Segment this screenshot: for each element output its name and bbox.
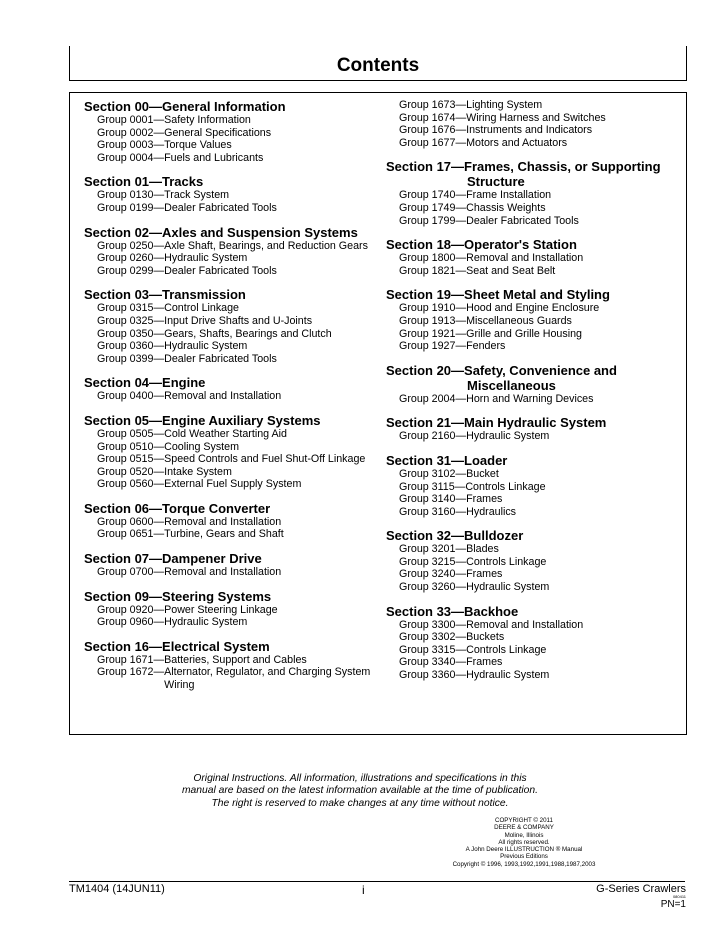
toc-section xyxy=(386,604,678,682)
group-dash: — xyxy=(153,427,165,440)
group-number: Group 3360 xyxy=(399,669,456,682)
group-number: Group 3260 xyxy=(399,581,456,594)
group-title: Dealer Fabricated Tools xyxy=(164,201,277,214)
group-title: Speed Controls and Fuel Shut-Off Linkage xyxy=(164,453,366,466)
group-number: Group 3201 xyxy=(399,543,456,556)
group-dash: — xyxy=(455,656,467,669)
group-title: Frame Installation xyxy=(466,189,552,202)
group-entry[interactable] xyxy=(399,656,678,669)
group-entry[interactable] xyxy=(399,581,678,594)
publication-notice xyxy=(120,773,600,810)
group-entry[interactable] xyxy=(399,112,678,125)
group-title: Cooling System xyxy=(164,440,239,453)
group-title: Dealer Fabricated Tools xyxy=(164,264,277,277)
group-entry[interactable] xyxy=(97,616,374,629)
section-heading[interactable]: Section 03—Transmission xyxy=(84,287,246,303)
group-title: Seat and Seat Belt xyxy=(466,264,556,277)
group-dash: — xyxy=(455,505,467,518)
group-title: Cold Weather Starting Aid xyxy=(164,427,287,440)
toc-section xyxy=(386,415,678,443)
group-number: Group 1673 xyxy=(399,99,456,111)
toc-section xyxy=(84,589,374,629)
group-entry[interactable] xyxy=(97,466,374,479)
group-entry[interactable] xyxy=(97,202,374,215)
group-number: Group 1799 xyxy=(399,214,456,227)
group-entry[interactable] xyxy=(399,631,678,644)
toc-section xyxy=(386,528,678,593)
group-entry[interactable] xyxy=(399,328,678,341)
section-heading[interactable]: Section 18—Operator's Station xyxy=(386,237,577,253)
section-heading[interactable]: Section 01—Tracks xyxy=(84,174,204,190)
group-title: Frames xyxy=(466,568,503,581)
group-entry[interactable] xyxy=(97,328,374,341)
group-dash: — xyxy=(455,555,467,568)
section-heading[interactable]: Section 20—Safety, Convenience and Miscellaneous xyxy=(386,362,617,393)
contents-box xyxy=(69,92,687,735)
toc-section xyxy=(84,287,374,365)
section-heading[interactable]: Section 00—General Information xyxy=(84,99,286,114)
group-dash: — xyxy=(455,467,467,480)
group-dash: — xyxy=(455,340,467,353)
group-title: Dealer Fabricated Tools xyxy=(466,214,579,227)
group-entry[interactable] xyxy=(97,302,374,315)
group-entry[interactable] xyxy=(399,568,678,581)
toc-section xyxy=(386,363,678,406)
toc-section xyxy=(84,99,374,164)
group-title: Controls Linkage xyxy=(466,643,547,656)
group-dash: — xyxy=(455,314,467,327)
group-entry[interactable] xyxy=(399,493,678,506)
group-number: Group 0325 xyxy=(97,314,154,327)
group-dash: — xyxy=(455,568,467,581)
group-entry[interactable] xyxy=(399,543,678,556)
group-title: Fenders xyxy=(466,340,506,353)
section-heading[interactable]: Section 21—Main Hydraulic System xyxy=(386,415,607,431)
section-heading[interactable]: Section 33—Backhoe xyxy=(386,603,519,619)
group-dash: — xyxy=(153,465,165,478)
group-number: Group 0920 xyxy=(97,603,154,616)
group-number: Group 0510 xyxy=(97,440,154,453)
group-title: Wiring Harness and Switches xyxy=(466,111,606,124)
group-dash: — xyxy=(153,314,165,327)
copyright-line: Copyright © 1996, 1993,1992,1991,1988,1987,2003 xyxy=(452,860,596,868)
group-title: Removal and Installation xyxy=(164,515,282,528)
group-dash: — xyxy=(455,392,467,405)
group-dash: — xyxy=(153,139,165,152)
group-title: Batteries, Support and Cables xyxy=(164,653,307,666)
toc-right-column xyxy=(386,99,678,692)
group-number: Group 0299 xyxy=(97,264,154,277)
group-dash: — xyxy=(455,124,467,137)
group-number: Group 3240 xyxy=(399,568,456,581)
group-number: Group 0399 xyxy=(97,352,154,365)
group-dash: — xyxy=(153,515,165,528)
group-entry[interactable] xyxy=(399,468,678,481)
toc-section xyxy=(84,639,374,692)
group-dash: — xyxy=(455,618,467,631)
group-dash: — xyxy=(153,126,165,139)
toc-left-column xyxy=(84,99,374,702)
group-entry[interactable] xyxy=(97,604,374,617)
group-dash: — xyxy=(153,327,165,340)
group-dash: — xyxy=(153,114,165,126)
group-title: General Specifications xyxy=(164,126,272,139)
group-dash: — xyxy=(455,302,467,315)
group-title: Removal and Installation xyxy=(466,618,584,631)
group-title: Hydraulics xyxy=(466,505,517,518)
group-dash: — xyxy=(455,669,467,682)
group-number: Group 1749 xyxy=(399,201,456,214)
group-title: Safety Information xyxy=(164,114,251,126)
group-title: External Fuel Supply System xyxy=(164,478,302,491)
group-dash: — xyxy=(153,603,165,616)
group-dash: — xyxy=(153,189,165,202)
group-entry[interactable] xyxy=(399,506,678,519)
notice-line: manual are based on the latest information available at the time of publication. xyxy=(181,785,539,797)
group-dash: — xyxy=(153,151,165,164)
group-entry[interactable] xyxy=(97,240,374,253)
group-entry[interactable] xyxy=(399,215,678,228)
section-heading[interactable]: Section 04—Engine xyxy=(84,375,206,391)
toc-section xyxy=(84,225,374,278)
group-dash: — xyxy=(153,453,165,466)
group-number: Group 0520 xyxy=(97,465,154,478)
group-entry[interactable] xyxy=(97,340,374,353)
group-title: Hydraulic System xyxy=(466,430,550,443)
group-number: Group 1671 xyxy=(97,653,154,666)
group-dash: — xyxy=(455,581,467,594)
section-heading[interactable]: Section 06—Torque Converter xyxy=(84,500,271,516)
group-dash: — xyxy=(455,201,467,214)
group-dash: — xyxy=(153,302,165,315)
group-number: Group 1910 xyxy=(399,302,456,315)
group-number: Group 1800 xyxy=(399,252,456,265)
footer-product: G-Series Crawlers xyxy=(596,883,686,895)
group-entry[interactable] xyxy=(97,453,374,466)
footer-rule xyxy=(69,881,685,882)
group-dash: — xyxy=(455,543,467,556)
group-entry[interactable] xyxy=(97,390,374,403)
group-dash: — xyxy=(455,99,467,111)
group-number: Group 1821 xyxy=(399,264,456,277)
group-number: Group 0260 xyxy=(97,252,154,265)
group-dash: — xyxy=(153,616,165,629)
group-entry[interactable] xyxy=(97,315,374,328)
section-heading[interactable]: Section 19—Sheet Metal and Styling xyxy=(386,287,610,303)
group-number: Group 3160 xyxy=(399,505,456,518)
group-number: Group 0250 xyxy=(97,239,154,252)
group-number: Group 3315 xyxy=(399,643,456,656)
group-entry[interactable] xyxy=(97,152,374,165)
group-dash: — xyxy=(455,264,467,277)
group-entry[interactable] xyxy=(97,478,374,491)
group-dash: — xyxy=(153,239,165,252)
group-dash: — xyxy=(455,631,467,644)
group-number: Group 0960 xyxy=(97,616,154,629)
group-dash: — xyxy=(153,264,165,277)
group-number: Group 0600 xyxy=(97,515,154,528)
group-entry[interactable] xyxy=(97,353,374,366)
group-dash: — xyxy=(153,201,165,214)
toc-section xyxy=(386,237,678,277)
group-dash: — xyxy=(455,189,467,202)
group-entry[interactable] xyxy=(97,666,374,691)
group-entry[interactable] xyxy=(399,302,678,315)
footer-pn: PN=1 xyxy=(660,899,686,910)
group-entry[interactable] xyxy=(399,556,678,569)
group-entry[interactable] xyxy=(97,252,374,265)
group-number: Group 1921 xyxy=(399,327,456,340)
group-title: Alternator, Regulator, and Charging System Wiring xyxy=(164,666,371,692)
group-number: Group 3302 xyxy=(399,631,456,644)
group-title: Controls Linkage xyxy=(466,555,547,568)
group-title: Hydraulic System xyxy=(164,616,248,629)
group-title: Input Drive Shafts and U-Joints xyxy=(164,314,313,327)
group-title: Hydraulic System xyxy=(164,340,248,353)
group-entry[interactable] xyxy=(97,566,374,579)
group-dash: — xyxy=(153,653,165,666)
footer-page-number: i xyxy=(362,883,365,897)
footer-manual-id: TM1404 (14JUN11) xyxy=(69,883,165,895)
group-entry[interactable] xyxy=(399,481,678,494)
group-dash: — xyxy=(153,666,165,679)
group-title: Intake System xyxy=(164,465,232,478)
group-number: Group 0003 xyxy=(97,139,154,152)
section-heading[interactable]: Section 31—Loader xyxy=(386,452,508,468)
group-number: Group 3140 xyxy=(399,493,456,506)
group-entry[interactable] xyxy=(97,114,374,127)
toc-section xyxy=(386,287,678,352)
group-title: Gears, Shafts, Bearings and Clutch xyxy=(164,327,332,340)
group-entry[interactable] xyxy=(97,189,374,202)
group-entry[interactable] xyxy=(97,265,374,278)
group-number: Group 2160 xyxy=(399,430,456,443)
group-number: Group 1672 xyxy=(97,666,154,679)
group-entry[interactable] xyxy=(399,137,678,150)
group-dash: — xyxy=(455,327,467,340)
group-title: Frames xyxy=(466,493,503,506)
group-number: Group 0199 xyxy=(97,201,154,214)
toc-section xyxy=(386,159,678,227)
group-number: Group 0651 xyxy=(97,528,154,541)
group-dash: — xyxy=(455,643,467,656)
group-number: Group 3300 xyxy=(399,618,456,631)
group-dash: — xyxy=(454,480,466,493)
group-title: Buckets xyxy=(466,631,505,644)
group-entry[interactable] xyxy=(97,139,374,152)
section-heading[interactable]: Section 17—Frames, Chassis, or Supporting Structure xyxy=(386,159,661,190)
copyright-block xyxy=(434,817,614,868)
group-title: Instruments and Indicators xyxy=(466,124,593,137)
group-entry[interactable] xyxy=(399,99,678,112)
group-entry[interactable] xyxy=(399,619,678,632)
group-entry[interactable] xyxy=(399,124,678,137)
group-number: Group 3115 xyxy=(399,480,455,493)
group-title: Chassis Weights xyxy=(466,201,546,214)
group-dash: — xyxy=(153,478,165,491)
group-number: Group 0350 xyxy=(97,327,154,340)
notice-line: The right is reserved to make changes at any time without notice. xyxy=(211,797,509,809)
group-dash: — xyxy=(455,430,467,443)
group-dash: — xyxy=(153,252,165,265)
copyright-line: Moline, Illinois xyxy=(504,831,544,839)
copyright-line: DEERE & COMPANY xyxy=(494,824,554,832)
group-number: Group 0130 xyxy=(97,189,154,202)
group-number: Group 0004 xyxy=(97,151,154,164)
group-dash: — xyxy=(455,214,467,227)
group-title: Fuels and Lubricants xyxy=(164,151,264,164)
group-number: Group 1740 xyxy=(399,189,456,202)
group-title: Axle Shaft, Bearings, and Reduction Gears xyxy=(164,239,368,252)
group-dash: — xyxy=(153,440,165,453)
group-number: Group 0360 xyxy=(97,340,154,353)
group-dash: — xyxy=(153,566,165,579)
group-title: Removal and Installation xyxy=(466,252,584,265)
group-title: Hydraulic System xyxy=(164,252,248,265)
group-entry[interactable] xyxy=(399,644,678,657)
group-entry[interactable] xyxy=(399,669,678,682)
group-title: Controls Linkage xyxy=(465,480,546,493)
toc-section xyxy=(84,174,374,214)
group-title: Removal and Installation xyxy=(164,390,282,403)
header-box xyxy=(69,46,687,81)
group-number: Group 0560 xyxy=(97,478,154,491)
group-number: Group 0001 xyxy=(97,114,154,126)
toc-section xyxy=(84,551,374,579)
section-heading[interactable]: Section 09—Steering Systems xyxy=(84,588,272,604)
group-title: Turbine, Gears and Shaft xyxy=(164,528,284,541)
group-entry[interactable] xyxy=(97,654,374,667)
group-number: Group 0515 xyxy=(97,453,154,466)
group-title: Hood and Engine Enclosure xyxy=(466,302,600,315)
group-number: Group 0315 xyxy=(97,302,154,315)
group-dash: — xyxy=(455,493,467,506)
group-title: Hydraulic System xyxy=(466,669,550,682)
toc-section xyxy=(386,453,678,518)
group-number: Group 3215 xyxy=(399,555,456,568)
group-entry[interactable] xyxy=(97,428,374,441)
group-entry[interactable] xyxy=(399,202,678,215)
group-entry[interactable] xyxy=(97,441,374,454)
group-entry[interactable] xyxy=(399,189,678,202)
group-dash: — xyxy=(153,352,165,365)
group-number: Group 3340 xyxy=(399,656,456,669)
group-title: Motors and Actuators xyxy=(466,136,568,149)
group-dash: — xyxy=(153,340,165,353)
group-number: Group 0505 xyxy=(97,427,154,440)
group-dash: — xyxy=(153,528,165,541)
toc-section xyxy=(84,375,374,403)
group-number: Group 1677 xyxy=(399,136,456,149)
toc-section xyxy=(386,99,678,149)
group-number: Group 2004 xyxy=(399,392,456,405)
toc-section xyxy=(84,413,374,491)
section-heading[interactable]: Section 02—Axles and Suspension Systems xyxy=(84,224,358,240)
group-entry[interactable] xyxy=(97,528,374,541)
copyright-line: COPYRIGHT © 2011 xyxy=(495,817,553,824)
toc-section xyxy=(84,501,374,541)
group-title: Miscellaneous Guards xyxy=(466,314,572,327)
group-title: Removal and Installation xyxy=(164,566,282,579)
group-number: Group 0400 xyxy=(97,390,154,403)
group-entry[interactable] xyxy=(97,127,374,140)
notice-line: Original Instructions. All information, illustrations and specifications in this xyxy=(193,773,527,784)
group-title: Frames xyxy=(466,656,503,669)
group-number: Group 1676 xyxy=(399,124,456,137)
group-entry[interactable] xyxy=(97,516,374,529)
group-number: Group 0700 xyxy=(97,566,154,579)
group-dash: — xyxy=(455,252,467,265)
group-entry[interactable] xyxy=(399,393,678,406)
group-entry[interactable] xyxy=(399,430,678,443)
group-title: Track System xyxy=(164,189,230,202)
group-title: Bucket xyxy=(466,467,499,480)
group-number: Group 1927 xyxy=(399,340,456,353)
group-title: Power Steering Linkage xyxy=(164,603,278,616)
group-title: Horn and Warning Devices xyxy=(466,392,594,405)
copyright-line: A John Deere ILLUSTRUCTION ® Manual xyxy=(465,846,583,854)
group-number: Group 0002 xyxy=(97,126,154,139)
group-dash: — xyxy=(455,136,467,149)
group-title: Torque Values xyxy=(164,139,232,152)
group-dash: — xyxy=(455,111,467,124)
group-number: Group 1674 xyxy=(399,111,456,124)
section-heading[interactable]: Section 32—Bulldozer xyxy=(386,528,524,544)
group-entry[interactable] xyxy=(399,315,678,328)
group-entry[interactable] xyxy=(399,252,678,265)
copyright-line: Previous Editions xyxy=(500,853,548,861)
group-entry[interactable] xyxy=(399,340,678,353)
group-title: Control Linkage xyxy=(164,302,240,315)
group-title: Lighting System xyxy=(466,99,543,111)
group-title: Hydraulic System xyxy=(466,581,550,594)
copyright-line: All rights reserved. xyxy=(498,838,550,846)
group-title: Grille and Grille Housing xyxy=(466,327,582,340)
group-title: Blades xyxy=(466,543,499,556)
footer-code: 080411 xyxy=(672,894,686,899)
section-heading[interactable]: Section 16—Electrical System xyxy=(84,638,270,654)
section-heading[interactable]: Section 07—Dampener Drive xyxy=(84,551,262,567)
section-heading[interactable]: Section 05—Engine Auxiliary Systems xyxy=(84,412,321,428)
group-entry[interactable] xyxy=(399,265,678,278)
group-number: Group 1913 xyxy=(399,314,456,327)
group-title: Dealer Fabricated Tools xyxy=(164,352,277,365)
group-dash: — xyxy=(153,390,165,403)
group-number: Group 3102 xyxy=(399,467,456,480)
page-title: Contents xyxy=(336,55,420,76)
